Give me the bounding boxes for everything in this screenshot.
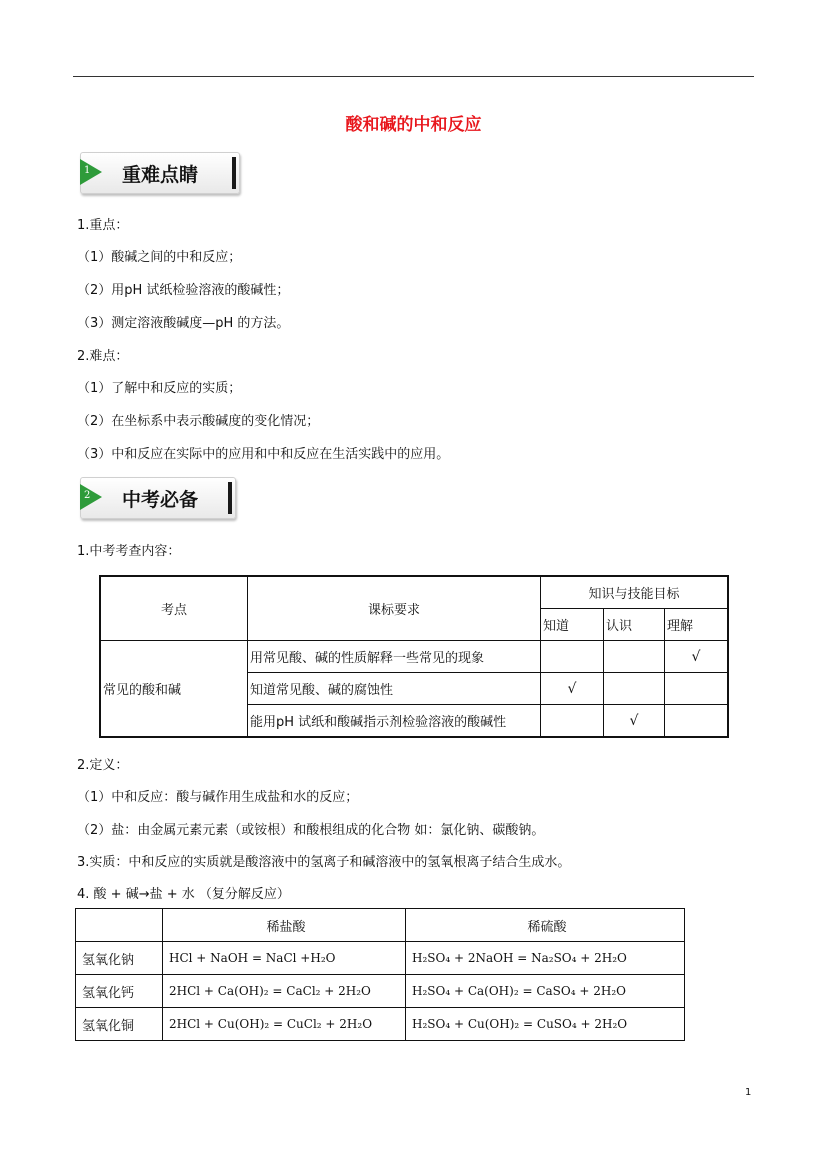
- text-line: 4. 酸 + 碱→盐 + 水 （复分解反应）: [77, 887, 290, 902]
- section-badge-2: [80, 477, 236, 517]
- base-cell: 氢氧化铜: [76, 1008, 163, 1041]
- check-cell: [604, 641, 665, 673]
- text-line: 1.重点：: [77, 218, 129, 233]
- text-line: （3）测定溶液酸碱度—pH 的方法。: [77, 316, 290, 331]
- requirement-cell: 用常见酸、碱的性质解释一些常见的现象: [248, 641, 541, 673]
- check-mark-icon: √: [541, 673, 604, 705]
- requirement-cell: 能用pH 试纸和酸碱指示剂检验溶液的酸碱性: [248, 705, 541, 738]
- page-number: 1: [745, 1087, 752, 1098]
- text-line: 2.定义：: [77, 758, 129, 773]
- header-requirement: 课标要求: [248, 576, 541, 641]
- exam-table: [99, 575, 729, 738]
- text-line: （1）了解中和反应的实质；: [77, 381, 242, 396]
- badge-label: 重难点睛: [122, 164, 199, 186]
- text-line: （2）在坐标系中表示酸碱度的变化情况；: [77, 414, 320, 429]
- badge-number: 2: [84, 490, 91, 501]
- base-cell: 氢氧化钠: [76, 942, 163, 975]
- equation-cell: HCl + NaOH = NaCl +H₂O: [163, 942, 406, 975]
- header-goal: 知识与技能目标: [541, 576, 729, 609]
- equation-cell: H₂SO₄ + Ca(OH)₂ = CaSO₄ + 2H₂O: [406, 975, 685, 1008]
- text-line: （1）酸碱之间的中和反应；: [77, 250, 242, 265]
- reaction-table: [75, 908, 685, 1041]
- requirement-cell: 知道常见酸、碱的腐蚀性: [248, 673, 541, 705]
- level-recognize: 认识: [604, 609, 665, 641]
- header-rule: [73, 76, 754, 77]
- equation-cell: 2HCl + Ca(OH)₂ = CaCl₂ + 2H₂O: [163, 975, 406, 1008]
- equation-cell: 2HCl + Cu(OH)₂ = CuCl₂ + 2H₂O: [163, 1008, 406, 1041]
- text-line: （2）盐：由金属元素元素（或铵根）和酸根组成的化合物 如：氯化钠、碳酸钠。: [77, 823, 545, 838]
- text-line: 3.实质：中和反应的实质就是酸溶液中的氢离子和碱溶液中的氢氧根离子结合生成水。: [77, 855, 571, 870]
- check-cell: [604, 673, 665, 705]
- section-badge-1: [80, 152, 240, 192]
- check-cell: [541, 641, 604, 673]
- header-empty: [76, 909, 163, 942]
- text-line: （3）中和反应在实际中的应用和中和反应在生活实践中的应用。: [77, 447, 450, 462]
- header-hcl: 稀盐酸: [163, 909, 406, 942]
- topic-cell: 常见的酸和碱: [100, 641, 248, 738]
- header-topic: 考点: [100, 576, 248, 641]
- level-know: 知道: [541, 609, 604, 641]
- check-mark-icon: √: [665, 641, 729, 673]
- badge-number: 1: [84, 165, 91, 176]
- badge-label: 中考必备: [122, 489, 199, 511]
- level-understand: 理解: [665, 609, 729, 641]
- text-line: 2.难点：: [77, 349, 129, 364]
- base-cell: 氢氧化钙: [76, 975, 163, 1008]
- header-h2so4: 稀硫酸: [406, 909, 685, 942]
- page-title: 酸和碱的中和反应: [345, 115, 482, 135]
- check-cell: [541, 705, 604, 738]
- text-line: （2）用pH 试纸检验溶液的酸碱性；: [77, 283, 290, 298]
- equation-cell: H₂SO₄ + 2NaOH = Na₂SO₄ + 2H₂O: [406, 942, 685, 975]
- text-line: （1）中和反应：酸与碱作用生成盐和水的反应；: [77, 790, 359, 805]
- check-cell: [665, 673, 729, 705]
- check-cell: [665, 705, 729, 738]
- check-mark-icon: √: [604, 705, 665, 738]
- text-line: 1.中考考查内容：: [77, 544, 181, 559]
- equation-cell: H₂SO₄ + Cu(OH)₂ = CuSO₄ + 2H₂O: [406, 1008, 685, 1041]
